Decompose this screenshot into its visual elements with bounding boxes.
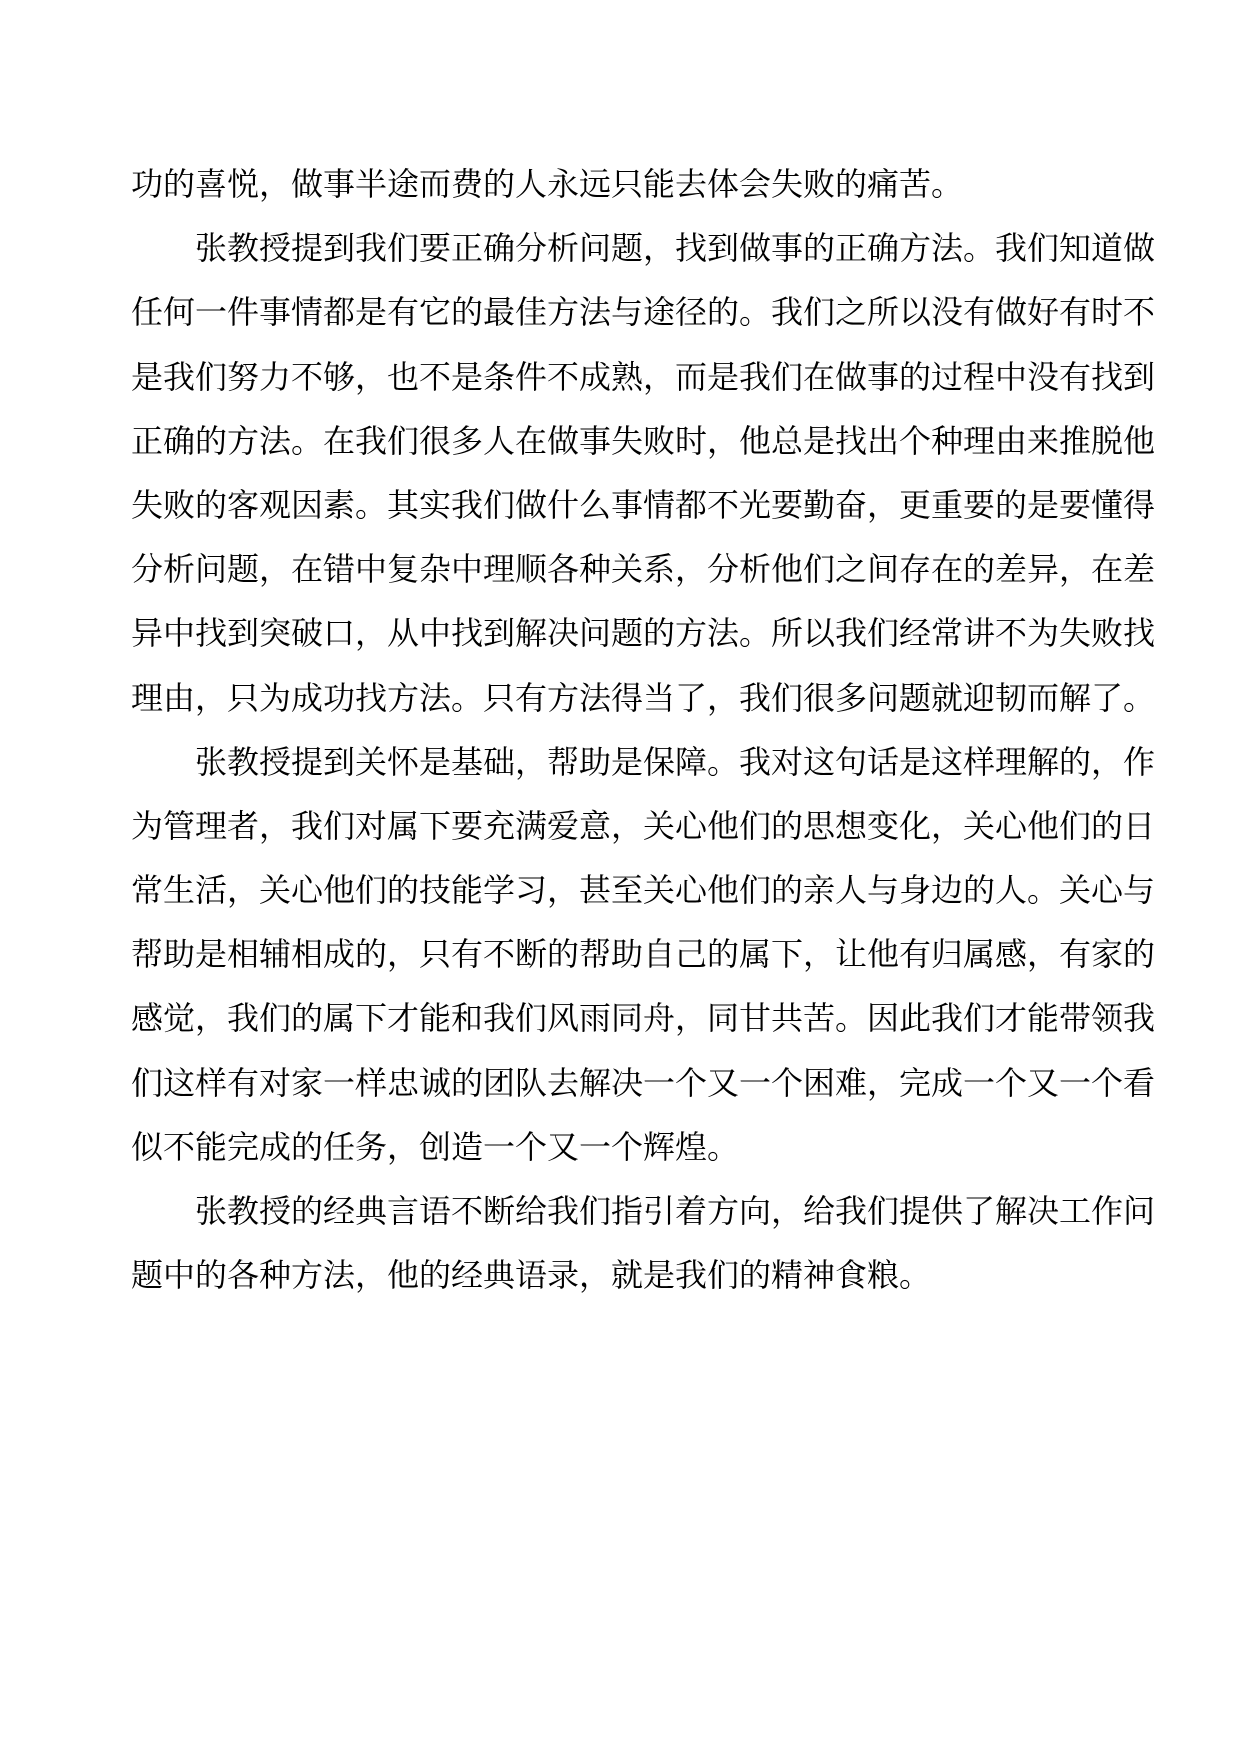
text-line: 失败的客观因素。其实我们做什么事情都不光要勤奋，更重要的是要懂得 [131, 485, 1156, 524]
text-line: 感觉，我们的属下才能和我们风雨同舟，同甘共苦。因此我们才能带领我 [131, 999, 1156, 1038]
text-line: 任何一件事情都是有它的最佳方法与途径的。我们之所以没有做好有时不 [131, 293, 1156, 332]
text-line: 题中的各种方法，他的经典语录，就是我们的精神食粮。 [131, 1256, 932, 1295]
text-line: 张教授提到关怀是基础，帮助是保障。我对这句话是这样理解的，作 [195, 742, 1156, 781]
text-line: 为管理者，我们对属下要充满爱意，关心他们的思想变化，关心他们的日 [131, 806, 1156, 845]
document-body [131, 152, 1156, 1307]
text-line: 分析问题，在错中复杂中理顺各种关系，分析他们之间存在的差异，在差 [131, 550, 1156, 589]
text-line: 常生活，关心他们的技能学习，甚至关心他们的亲人与身边的人。关心与 [131, 871, 1156, 910]
text-line: 张教授的经典言语不断给我们指引着方向，给我们提供了解决工作问 [195, 1192, 1156, 1230]
text-line: 正确的方法。在我们很多人在做事失败时，他总是找出个种理由来推脱他 [131, 421, 1156, 460]
text-line: 帮助是相辅相成的，只有不断的帮助自己的属下，让他有归属感，有家的 [131, 935, 1156, 974]
text-line: 是我们努力不够，也不是条件不成熟，而是我们在做事的过程中没有找到 [131, 357, 1156, 396]
text-line: 们这样有对家一样忠诚的团队去解决一个又一个困难，完成一个又一个看 [131, 1063, 1156, 1102]
text-line: 似不能完成的任务，创造一个又一个辉煌。 [131, 1127, 740, 1166]
text-line: 张教授提到我们要正确分析问题，找到做事的正确方法。我们知道做 [195, 229, 1156, 268]
text-line: 功的喜悦，做事半途而费的人永远只能去体会失败的痛苦。 [131, 165, 964, 203]
text-line: 异中找到突破口，从中找到解决问题的方法。所以我们经常讲不为失败找 [131, 614, 1156, 653]
text-line: 理由，只为成功找方法。只有方法得当了，我们很多问题就迎韧而解了。 [131, 678, 1156, 717]
